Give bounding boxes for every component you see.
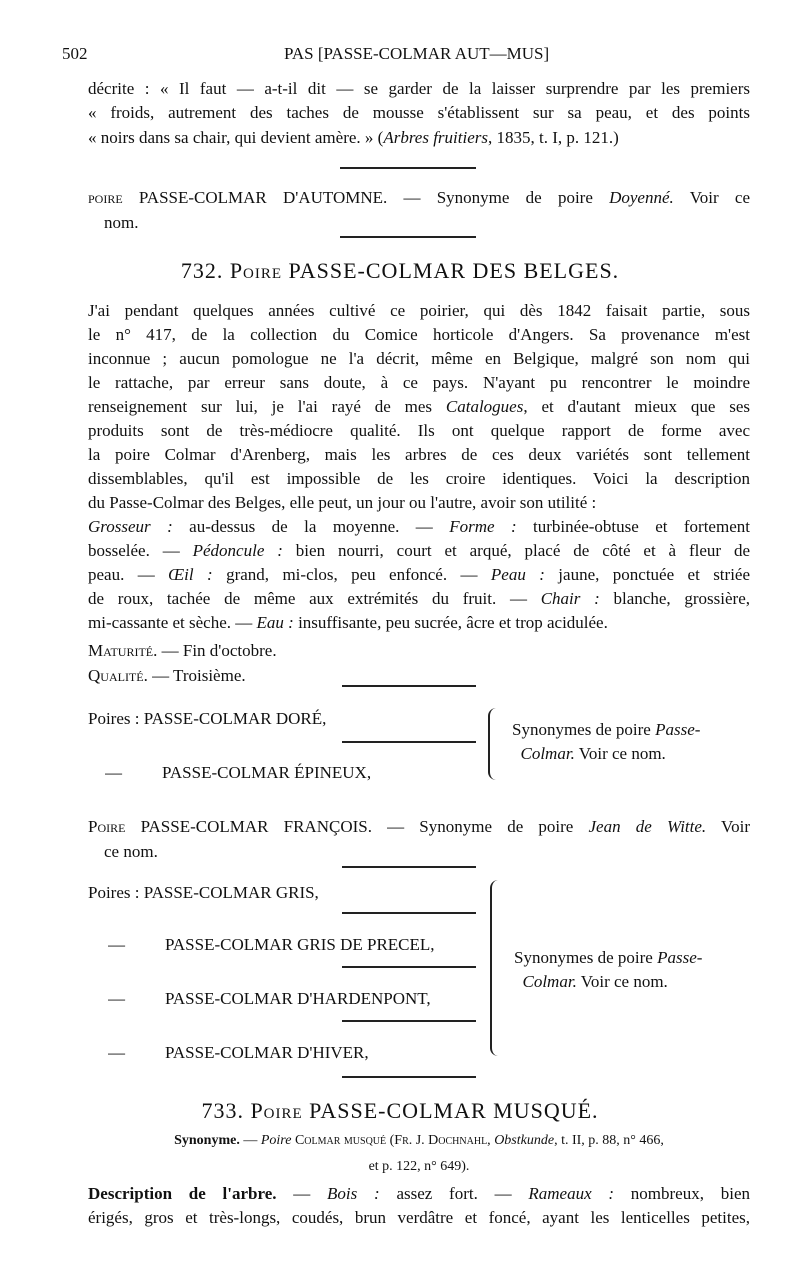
text-segment: nombreux, bien [614,1184,750,1203]
text-segment: , et d'autant mieux que ses [523,397,750,416]
text-line [88,1130,750,1152]
divider [340,236,476,238]
text-segment: Voir [706,817,750,836]
text-segment: Synonyme. [174,1133,240,1148]
synonym-entry: PASSE-COLMAR D'HIVER, [165,1043,369,1062]
page-number: 502 [62,44,88,63]
text-segment: , t. II, p. 88, n° 466, [554,1133,664,1148]
text-line [104,212,766,234]
text-segment: Eau : [256,613,294,632]
text-segment: assez fort. — [379,1184,529,1203]
text-segment: , 1835, t. I, p. 121.) [488,128,619,147]
note-text: Synonymes de poire [512,720,656,739]
synonym-entry: PASSE-COLMAR ÉPINEUX, [162,763,372,782]
text-line [88,102,750,124]
divider [342,1020,476,1022]
text-segment: érigés, gros et très-longs, coudés, brun verdâtre et foncé, ayant les lenticelles petites, [88,1208,750,1227]
article-kind: Poire [229,258,283,283]
article-number: 733. [201,1098,244,1123]
text-segment: dissemblables, qu'il est impossible de les croire identiques. Voici la description [88,469,750,488]
text-segment: bosselée. — [88,541,193,560]
text-line [88,187,750,209]
divider [342,866,476,868]
text-segment: Catalogues [445,397,524,416]
brace [488,708,498,780]
article-title-732 [0,258,800,284]
text-segment: « noirs dans sa chair, qui devient amère. » ( [88,128,384,147]
divider [342,741,476,743]
text-line [88,324,750,346]
text-line [88,540,750,562]
text-line [88,127,750,149]
text-line [88,348,750,370]
text-line [88,588,750,610]
text-segment: Description de l'arbre. [88,1184,277,1203]
text-segment: turbinée-obtuse et fortement [516,517,750,536]
dash: — [105,763,122,782]
text-segment: de roux, tachée de même aux extrémités du fruit. — [88,589,541,608]
text-segment: mi-cassante et sèche. — [88,613,257,632]
dash: — [108,989,125,1008]
synonym-note [514,946,702,994]
note-text: Passe- [655,720,701,739]
text-segment: Chair : [540,589,600,608]
text-line [88,420,750,442]
note-text: Voir ce nom. [576,972,668,991]
text-segment: Doyenné. [609,188,674,207]
text-line [88,372,750,394]
divider [342,912,476,914]
text-line [88,665,750,687]
divider [342,1076,476,1078]
note-text: Synonymes de poire [514,948,658,967]
text-segment: — [276,1184,328,1203]
note-text: Voir ce nom. [574,744,666,763]
text-line [88,468,750,490]
text-segment: Poire [260,1133,292,1148]
text-segment: produits sont de très-médiocre qualité. Ils ont quelque rapport de forme avec [88,421,750,440]
note-text: Passe- [657,948,703,967]
dash: — [108,1043,125,1062]
text-segment: J'ai pendant quelques années cultivé ce poirier, qui dès 1842 faisait partie, sous [88,301,750,320]
text-line [88,1183,750,1205]
text-segment: Colmar musqué (Fr. J. Dochnahl, [291,1133,495,1148]
text-line [88,492,750,514]
text-segment: le rattache, par erreur sans doute, à ce pays. N'ayant pu rencontrer le moindre [88,373,750,392]
text-line [88,640,750,662]
divider [342,966,476,968]
text-segment: Œil : [168,565,213,584]
text-segment: Rameaux : [528,1184,615,1203]
divider [340,167,476,169]
text-line [88,396,750,418]
text-segment: et p. 122, n° 649). [368,1159,470,1174]
text-segment: ce nom. [104,842,158,861]
text-segment: la poire Colmar d'Arenberg, mais les arbres de ces deux variétés sont tellement [88,445,750,464]
text-line [88,612,750,634]
text-segment: — Fin d'octobre. [157,641,277,660]
text-segment: Qualité. [88,666,148,685]
article-name: PASSE-COLMAR DES BELGES. [288,258,620,283]
text-segment: PASSE-COLMAR D'AUTOMNE. — Synonyme de poire [138,188,610,207]
text-segment: inconnue ; aucun pomologue ne l'a décrit, même en Belgique, malgré son nom qui [88,349,750,368]
note-text: Colmar. [520,744,575,763]
text-segment: Arbres fruitiers [383,128,488,147]
text-segment: insuffisante, peu sucrée, âcre et trop acidulée. [293,613,608,632]
synonym-entry: PASSE-COLMAR D'HARDENPONT, [165,989,431,1008]
text-segment: blanche, grossière, [599,589,750,608]
text-segment: renseignement sur lui, je l'ai rayé de mes [88,397,446,416]
article-name: PASSE-COLMAR MUSQUÉ. [309,1098,599,1123]
text-segment: — [239,1133,261,1148]
text-segment: Jean de Witte. [588,817,707,836]
text-segment: « froids, autrement des taches de mousse s'établissent sur sa peau, et des points [88,103,750,122]
text-segment: grand, mi-clos, peu enfoncé. — [212,565,491,584]
text-segment: le n° 417, de la collection du Comice horticole d'Angers. Sa provenance m'est [88,325,750,344]
text-segment: Pédoncule : [192,541,283,560]
synonym-entry: PASSE-COLMAR GRIS DE PRECEL, [165,935,435,954]
text-segment: Peau : [490,565,545,584]
synonym-note [512,718,700,766]
synonym-entry: Poires : PASSE-COLMAR DORÉ, [88,709,327,728]
text-segment: Poire [88,817,126,836]
dash: — [108,935,125,954]
brace [490,880,500,1056]
text-segment: — Troisième. [147,666,246,685]
running-head: PAS [PASSE-COLMAR AUT—MUS] [284,44,550,63]
text-line [88,816,750,838]
text-line [88,78,750,100]
article-kind: Poire [250,1098,303,1123]
text-segment: Obstkunde [494,1133,555,1148]
text-segment: nom. [104,213,139,232]
text-line [88,1156,750,1178]
text-line [104,841,766,863]
text-line [88,1207,750,1229]
text-segment: jaune, ponctuée et striée [544,565,750,584]
text-segment: Voir ce [673,188,750,207]
text-line [88,300,750,322]
text-segment: du Passe-Colmar des Belges, elle peut, un jour ou l'autre, avoir son utilité : [88,493,597,512]
synonym-entry: Poires : PASSE-COLMAR GRIS, [88,883,319,902]
divider [342,685,476,687]
note-text: Colmar. [522,972,577,991]
article-title-733 [0,1098,800,1124]
text-line [88,564,750,586]
text-segment: Bois : [327,1184,380,1203]
text-line [88,444,750,466]
text-segment: Forme : [449,517,517,536]
text-segment: Maturité. [88,641,158,660]
text-segment: bien nourri, court et arqué, placé de côté et à fleur de [282,541,750,560]
text-segment: PASSE-COLMAR FRANÇOIS. — Synonyme de poire [125,817,589,836]
text-segment: peau. — [88,565,169,584]
text-segment: poire [88,188,139,207]
text-segment: au-dessus de la moyenne. — [172,517,450,536]
text-segment: décrite : « Il faut — a-t-il dit — se garder de la laisser surprendre par les premiers [88,79,750,98]
text-line [88,516,750,538]
text-segment: Grosseur : [88,517,173,536]
article-number: 732. [180,258,224,283]
